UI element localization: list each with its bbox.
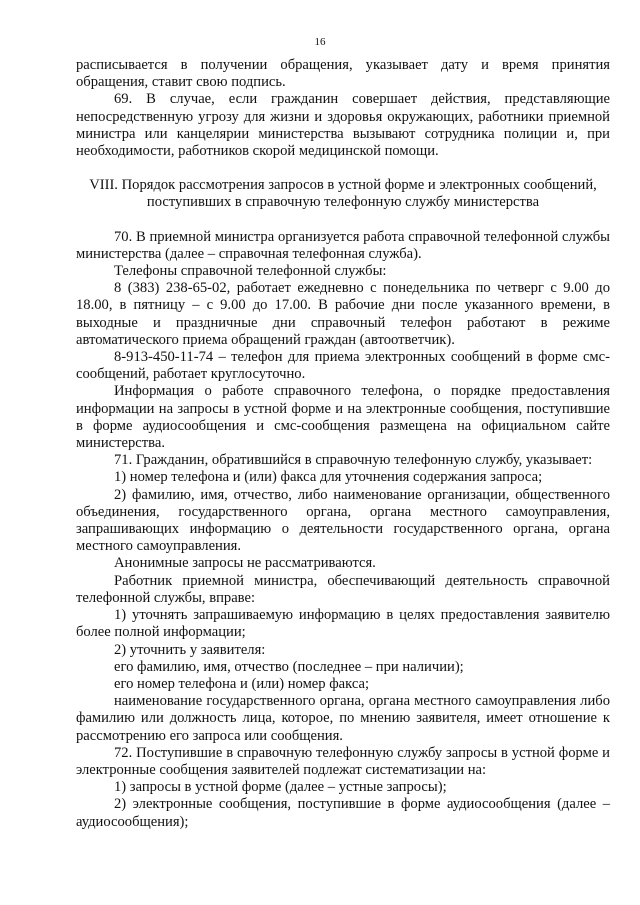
page-number: 16 <box>314 36 326 48</box>
paragraph: Информация о работе справочного телефона, о порядке предоставления информации на запросы в устной форме и на электронные сообщения, поступившие в форме аудиосообщения и смс-сообщения размещена на официальном сайте министерства. <box>76 383 610 452</box>
paragraph: 69. В случае, если гражданин совершает действия, представляющие непосредственную угрозу для жизни и здоровья окружающих, работники приемной министра или канцелярии министерства вызывают сотрудника полиции и, при необходимости, работников скорой медицинской помощи. <box>76 91 610 160</box>
paragraph: 8 (383) 238-65-02, работает ежедневно с понедельника по четверг с 9.00 до 18.00, в пятницу – с 9.00 до 17.00. В рабочие дни после указанного времени, в выходные и праздничные дни справочный телефон работают в режиме автоматического приема обращений граждан (автоответчик). <box>76 280 610 348</box>
paragraph: Телефоны справочной телефонной службы: <box>114 263 387 280</box>
paragraph: 1) уточнять запрашиваемую информацию в целях предоставления заявителю более полной информации; <box>76 607 610 641</box>
section-heading <box>76 177 610 211</box>
document-body <box>76 57 610 831</box>
paragraph: Анонимные запросы не рассматриваются. <box>114 555 376 572</box>
paragraph: 70. В приемной министра организуется работа справочной телефонной службы министерства (далее – справочная телефонная служба). <box>76 228 610 262</box>
paragraph: 72. Поступившие в справочную телефонную службу запросы в устной форме и электронные сообщения заявителей подлежат систематизации на: <box>76 744 610 778</box>
paragraph: его фамилию, имя, отчество (последнее – при наличии); <box>114 658 464 675</box>
paragraph: Работник приемной министра, обеспечивающий деятельность справочной телефонной службы, вправе: <box>76 572 610 606</box>
paragraph: 1) номер телефона и (или) факса для уточнения содержания запроса; <box>114 469 543 486</box>
paragraph: 1) запросы в устной форме (далее – устные запросы); <box>114 779 447 796</box>
paragraph: расписывается в получении обращения, указывает дату и время принятия обращения, ставит свою подпись. <box>76 57 610 91</box>
paragraph: 2) уточнить у заявителя: <box>114 641 266 658</box>
paragraph: наименование государственного органа, органа местного самоуправления либо фамилию или должность лица, которое, по мнению заявителя, имеет отношение к рассмотрению его запроса или сообщения. <box>76 693 610 744</box>
paragraph: 8-913-450-11-74 – телефон для приема электронных сообщений в форме смс-сообщений, работает круглосуточно. <box>76 349 610 383</box>
paragraph: 2) фамилию, имя, отчество, либо наименование организации, общественного объединения, государственного органа, органа местного самоуправления, запрашивающих информацию о деятельности государственного органа, органа местного самоуправления. <box>76 486 610 555</box>
paragraph: его номер телефона и (или) номер факса; <box>114 675 370 692</box>
paragraph: 71. Гражданин, обратившийся в справочную телефонную службу, указывает: <box>114 452 593 469</box>
section-heading-line: VIII. Порядок рассмотрения запросов в устной форме и электронных сообщений, <box>89 177 597 194</box>
paragraph: 2) электронные сообщения, поступившие в форме аудиосообщения (далее – аудиосообщения); <box>76 796 610 830</box>
section-heading-line: поступивших в справочную телефонную службу министерства <box>146 194 540 211</box>
